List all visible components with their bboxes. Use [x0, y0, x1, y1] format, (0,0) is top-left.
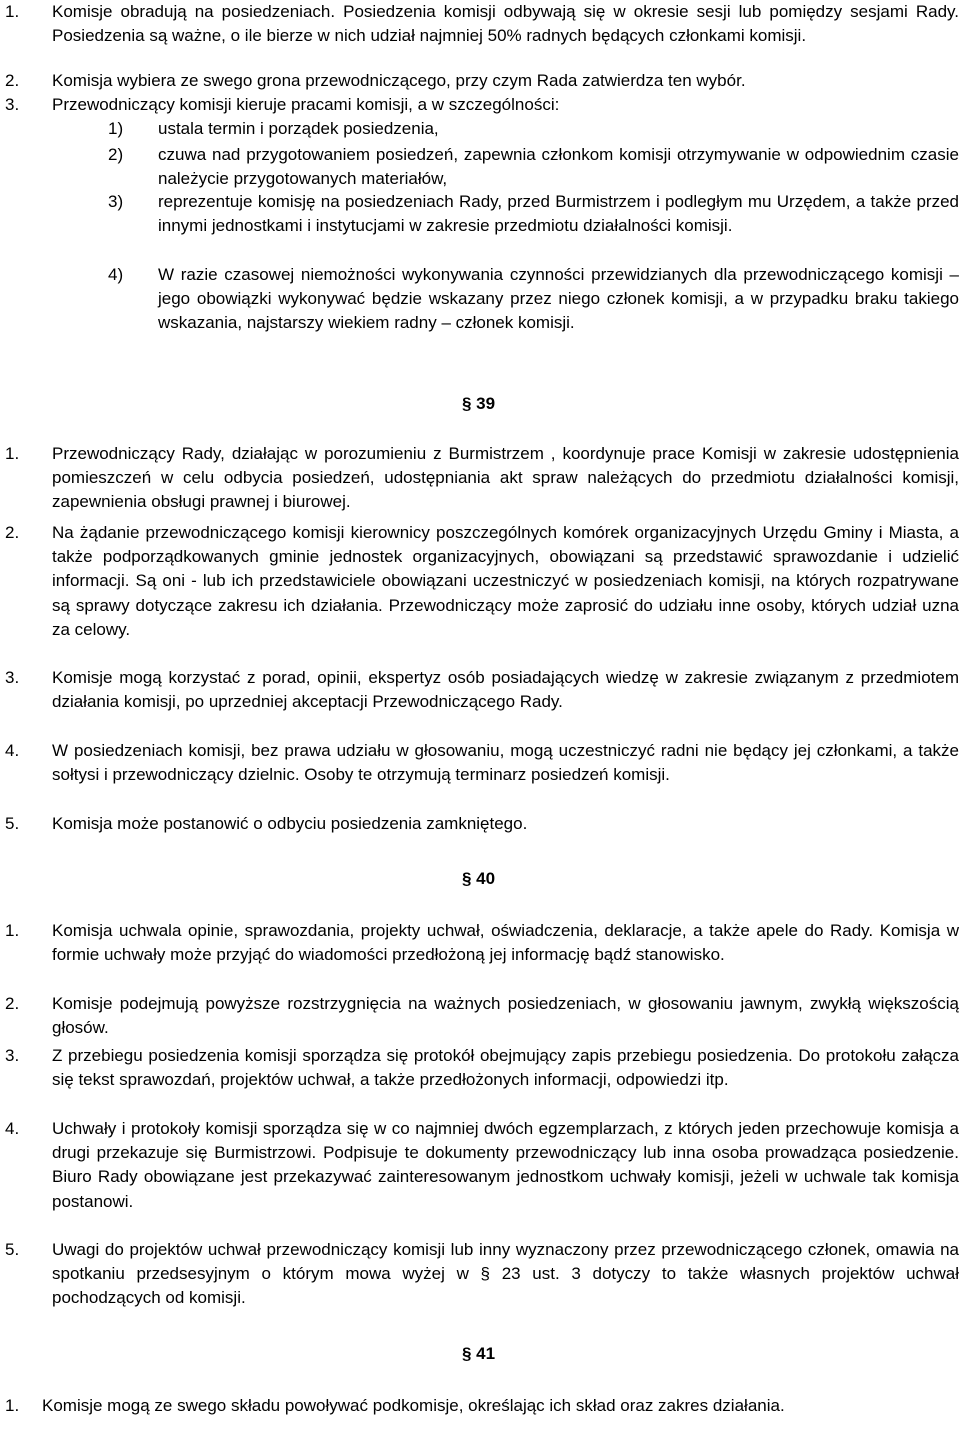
item-number: 1.	[5, 921, 20, 940]
item-number: 5.	[5, 814, 20, 833]
item-number: 3.	[5, 95, 20, 114]
sub-list-item	[108, 263, 959, 336]
item-number: 5.	[5, 1240, 20, 1259]
list-item	[5, 1394, 959, 1418]
item-number: 2.	[5, 71, 20, 90]
item-text: Uchwały i protokoły komisji sporządza się w co najmniej dwóch egzemplarzach, z których jeden przechowuje komisja a drugi przekazuje się Burmistrzowi. Podpisuje te dokumenty przewodniczący lub inna osoba prowadząca posiedzenie. Biuro Rady obowiązane jest przekazywać zainteresowanym jednostkom uchwały komisji, jeżeli w uchwale tak komisja postanowi.	[52, 1119, 959, 1211]
item-number: 4.	[5, 1119, 20, 1138]
sub-item-number: 2)	[108, 145, 124, 164]
list-item	[5, 69, 959, 93]
section-heading-41: § 41	[462, 1344, 496, 1363]
item-text: Komisje mogą korzystać z porad, opinii, ekspertyz osób posiadających wiedzę w zakresie związanym z przedmiotem działania komisji, po uprzedniej akceptacji Przewodniczącego Rady.	[52, 668, 959, 712]
item-text: Uwagi do projektów uchwał przewodniczący komisji lub inny wyznaczony przez przewodniczącego członek, omawia na spotkaniu przedsesyjnym o którym mowa wyżej w § 23 ust. 3 dotyczy to także własnych projektów uchwał pochodzących od komisji.	[52, 1240, 959, 1308]
item-text: Komisja wybiera ze swego grona przewodniczącego, przy czym Rada zatwierdza ten wybór.	[52, 71, 746, 90]
list-item	[5, 442, 959, 515]
item-text: Przewodniczący Rady, działając w porozumieniu z Burmistrzem , koordynuje prace Komisji w zakresie udostępnienia pomieszczeń w celu odbycia posiedzeń, udostępniania akt spraw należących do przedmiotu działalności komisji, zapewnienia obsługi prawnej i biurowej.	[52, 444, 959, 512]
item-number: 1.	[5, 444, 20, 463]
item-text: Komisja uchwala opinie, sprawozdania, projekty uchwał, oświadczenia, deklaracje, a także apele do Rady. Komisja w formie uchwały może przyjąć do wiadomości przedłożoną jej informację bądź stanowisko.	[52, 921, 959, 965]
item-number: 4.	[5, 741, 20, 760]
list-item	[5, 1117, 959, 1214]
list-item	[5, 1238, 959, 1311]
sub-list-item	[108, 117, 959, 141]
section-heading-40: § 40	[462, 869, 496, 888]
list-item	[5, 919, 959, 967]
sub-list-item	[108, 143, 959, 191]
sub-item-number: 4)	[108, 265, 124, 284]
item-text: W posiedzeniach komisji, bez prawa udziału w głosowaniu, mogą uczestniczyć radni nie będący jej członkami, a także sołtysi i przewodniczący dzielnic. Osoby te otrzymują terminarz posiedzeń komisji.	[52, 741, 959, 785]
sub-item-text: czuwa nad przygotowaniem posiedzeń, zapewnia członkom komisji otrzymywanie w odpowiednim czasie należycie przygotowanych materiałów,	[158, 145, 959, 189]
item-number: 2.	[5, 523, 20, 542]
list-item	[5, 1044, 959, 1092]
item-text: Komisja może postanowić o odbyciu posiedzenia zamkniętego.	[52, 814, 528, 833]
sub-item-number: 1)	[108, 119, 124, 138]
list-item	[5, 812, 959, 836]
list-item	[5, 0, 959, 48]
item-text: Z przebiegu posiedzenia komisji sporządza się protokół obejmujący zapis przebiegu posiedzenia. Do protokołu załącza się tekst sprawozdań, projektów uchwał, a także przedłożonych informacji, odpowiedzi itp.	[52, 1046, 959, 1090]
list-item	[5, 666, 959, 714]
list-item	[5, 992, 959, 1040]
item-number: 1.	[5, 1396, 20, 1415]
sub-list-item	[108, 190, 959, 238]
item-number: 1.	[5, 2, 20, 21]
item-number: 3.	[5, 1046, 20, 1065]
item-text: Komisje podejmują powyższe rozstrzygnięcia na ważnych posiedzeniach, w głosowaniu jawnym, zwykłą większością głosów.	[52, 994, 959, 1038]
sub-item-text: ustala termin i porządek posiedzenia,	[158, 119, 439, 138]
list-item	[5, 93, 959, 117]
item-text: Przewodniczący komisji kieruje pracami komisji, a w szczególności:	[52, 95, 560, 114]
item-number: 3.	[5, 668, 20, 687]
sub-item-text: W razie czasowej niemożności wykonywania czynności przewidzianych dla przewodniczącego komisji – jego obowiązki wykonywać będzie wskazany przez niego członek komisji, a w przypadku braku takiego wskazania, najstarszy wiekiem radny – członek komisji.	[158, 265, 959, 333]
sub-item-number: 3)	[108, 192, 124, 211]
list-item	[5, 521, 959, 642]
sub-item-text: reprezentuje komisję na posiedzeniach Rady, przed Burmistrzem i podległym mu Urzędem, a także przed innymi jednostkami i instytucjami w zakresie przedmiotu działalności komisji.	[158, 192, 959, 236]
item-number: 2.	[5, 994, 20, 1013]
item-text: Na żądanie przewodniczącego komisji kierownicy poszczególnych komórek organizacyjnych Urzędu Gminy i Miasta, a także podporządkowanych gminie jednostek organizacyjnych, obowiązani są przedstawić sprawozdanie i udzielić informacji. Są oni - lub ich przedstawiciele obowiązani uczestniczyć w posiedzeniach komisji, na których rozpatrywane są sprawy dotyczące zakresu ich działania. Przewodniczący może zaprosić do udziału inne osoby, których udział uzna za celowy.	[52, 523, 959, 639]
item-text: Komisje obradują na posiedzeniach. Posiedzenia komisji odbywają się w okresie sesji lub pomiędzy sesjami Rady. Posiedzenia są ważne, o ile bierze w nich udział najmniej 50% radnych będących członkami komisji.	[52, 2, 959, 46]
section-heading-39: § 39	[462, 394, 496, 413]
item-text: Komisje mogą ze swego składu powoływać podkomisje, określając ich skład oraz zakres działania.	[42, 1396, 785, 1415]
list-item	[5, 739, 959, 787]
